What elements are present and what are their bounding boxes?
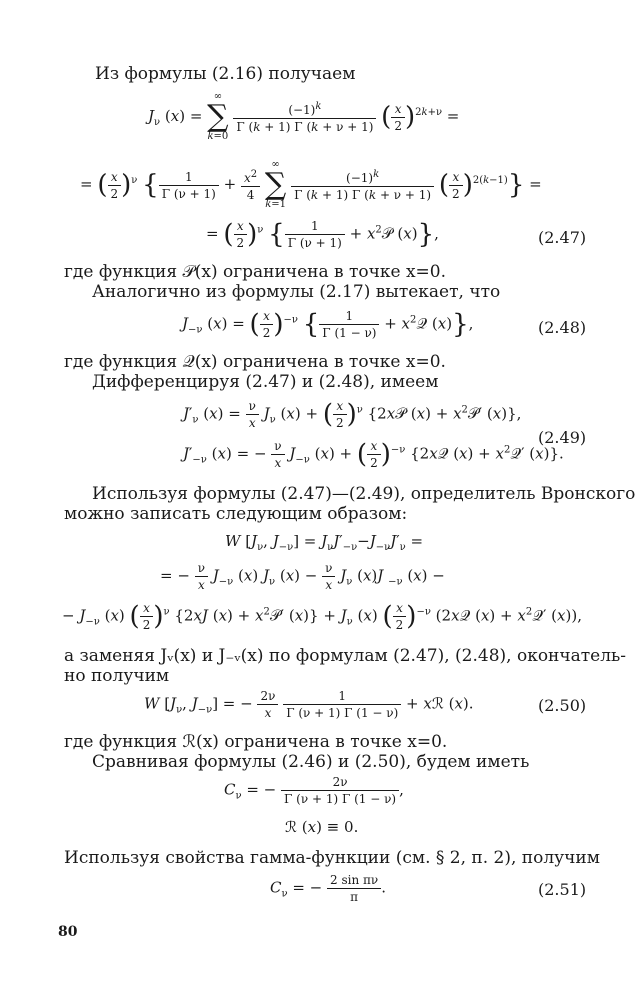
equation-2-47: = ( $\frac{x}{2}$ )$^\nu$ { $\frac{1}{\Gamma (\nu + 1)}$ + $x^2𝒫$ (x)},: [206, 219, 439, 250]
equation-2-50: W [$J_\nu$, $J_{-\nu}$] = − $\frac{2\nu}{x}$ $\frac{1}{\Gamma (\nu + 1) \Gamma (1 - \nu)}$ + xℛ (x).: [144, 689, 474, 720]
equation-2-51: $C_\nu$ = − $\frac{\text{2 sin πν}}{\pi}$ .: [270, 873, 386, 904]
equation-wronskian-def: W [$J_\nu$, $J_{-\nu}] = J_\nu J'_{-\nu}-J_{-\nu}J'_\nu$ =: [225, 532, 424, 553]
paragraph-r-bounded: где функция ℛ(x) ограничена в точке x=0.: [64, 732, 448, 752]
paragraph-using-formulas: Используя формулы (2.47)—(2.49), определитель Вронского: [92, 484, 636, 504]
equation-number-2-48: (2.48): [538, 318, 587, 337]
equation-2-49-line1: $J'_\nu$ (x) = $\frac{\nu}{x}$ $J_\nu$ (x) + ( $\frac{x}{2}$ )$^\nu$ {2x𝒫 $(x) + x^2𝒫'$ (x)},: [183, 399, 522, 430]
equation-number-2-51: (2.51): [538, 880, 587, 899]
equation-number-2-50: (2.50): [538, 696, 587, 715]
paragraph-gamma: Используя свойства гамма-функции (см. § 2, п. 2), получим: [64, 848, 600, 868]
equation-2-49-line2: $J'_{-\nu}$ (x) = − $\frac{\nu}{x}$ $J_{-\nu}$ (x) + ( $\frac{x}{2}$ )$^{-\nu}$ {2x𝒬 $(x) + x^2𝒬'$ (x)}.: [183, 439, 564, 470]
paragraph-p-bounded: где функция 𝒫(x) ограничена в точке x=0.: [64, 262, 446, 282]
equation-2-48: $J_{-\nu}$ (x) = ( $\frac{x}{2}$ )$^{-\nu}$ { $\frac{1}{\Gamma (1 - \nu)}$ + $x^2𝒬$ (x)},: [182, 309, 474, 340]
equation-c-nu: $C_\nu$ = − $\frac{2\nu}{\Gamma (\nu + 1) \Gamma (1 - \nu)}$ ,: [224, 775, 404, 806]
page-number: 80: [58, 924, 78, 940]
equation-wronskian-long: − $J_{-\nu}$ (x) ( $\frac{x}{2}$ )$^\nu$ {2xJ $(x) + x^2𝒫'$ $(x)\} + J_\nu$ (x) ( $\frac{x}{2}$ )$^{-\nu}$ (2x𝒬 $(x) + x^2𝒬'$ (x)),: [62, 601, 582, 632]
paragraph-replacing: а заменяя Jᵥ(x) и J₋ᵥ(x) по формулам (2.47), (2.48), окончатель-: [64, 646, 627, 666]
paragraph-intro: Из формулы (2.16) получаем: [95, 64, 356, 84]
paragraph-differentiating: Дифференцируя (2.47) и (2.48), имеем: [92, 372, 439, 392]
equation-bessel-series: $J_\nu$ (x) = ∞ ∑ k=0 $\frac{(-1)^k}{\Gamma (k + 1) \Gamma (k + \nu + 1)}$ ( $\frac{x}{2}$ )$^{2k+\nu}$ =: [148, 91, 460, 142]
paragraph-wronskian-intro: можно записать следующим образом:: [64, 504, 408, 524]
paragraph-we-get: но получим: [64, 666, 170, 686]
paragraph-q-bounded: где функция 𝒬(x) ограничена в точке x=0.: [64, 352, 446, 372]
equation-number-2-47: (2.47): [538, 228, 587, 247]
equation-wronskian-expand: = − $\frac{\nu}{x}$ $J_{-\nu}$ (x) $J_\nu$ (x) − $\frac{\nu}{x}$ $J_\nu$ (x)J $_{-\nu}$ (x) −: [160, 561, 445, 592]
equation-bessel-expansion: = ( $\frac{x}{2}$ )$^\nu$ { $\frac{1}{\Gamma (\nu + 1)}$ + $\frac{x^2}{4}$ ∞ ∑ k=1 $\frac{(-1)^k}{\Gamma (k + 1) \Gamma (k + \nu + 1)}$ ( $\frac{x}{2}$ )$^{2(k-1)}$} =: [80, 159, 542, 210]
equation-number-2-49: (2.49): [538, 428, 587, 447]
equation-r-zero: ℛ (x) ≡ 0.: [285, 818, 359, 836]
paragraph-comparing: Сравнивая формулы (2.46) и (2.50), будем иметь: [92, 752, 530, 772]
paragraph-analogously: Аналогично из формулы (2.17) вытекает, что: [92, 282, 501, 302]
